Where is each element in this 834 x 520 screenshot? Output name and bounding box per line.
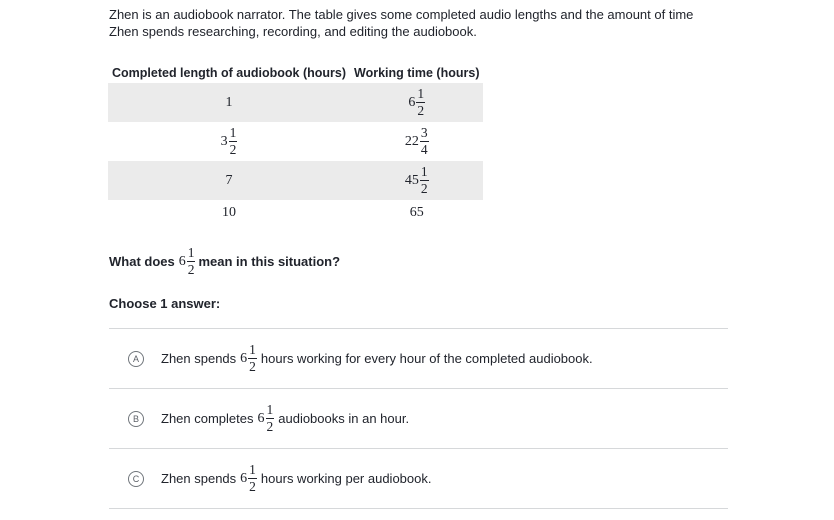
mixed-number xyxy=(221,126,238,157)
choice-letter-badge[interactable]: C xyxy=(128,471,144,487)
time-cell xyxy=(350,161,483,200)
fraction xyxy=(266,403,275,434)
choice-text xyxy=(161,403,409,434)
choice-text xyxy=(161,463,431,494)
numerator: 1 xyxy=(187,245,195,260)
numerator: 1 xyxy=(249,342,256,357)
fraction xyxy=(248,463,257,494)
choice-letter-badge[interactable]: A xyxy=(128,351,144,367)
denominator: 2 xyxy=(420,181,428,196)
mixed-number xyxy=(179,246,196,277)
whole-part: 6 xyxy=(178,253,186,269)
denominator: 2 xyxy=(187,262,195,277)
mixed-number xyxy=(258,403,275,434)
mixed-number xyxy=(222,205,236,221)
whole-part: 10 xyxy=(222,205,236,220)
whole-part: 65 xyxy=(409,205,424,220)
time-cell xyxy=(350,83,483,122)
choice-text xyxy=(161,343,593,374)
numerator: 3 xyxy=(420,125,428,140)
length-cell xyxy=(108,122,350,161)
fraction xyxy=(420,126,429,157)
mixed-number xyxy=(408,87,425,118)
fraction xyxy=(187,246,196,277)
choice-text-before: Zhen completes xyxy=(161,411,254,426)
whole-part: 6 xyxy=(240,470,248,486)
header-working-time: Working time (hours) xyxy=(354,65,480,80)
mixed-number xyxy=(226,173,233,189)
choice-text-before: Zhen spends xyxy=(161,471,237,486)
numerator: 1 xyxy=(249,462,256,477)
whole-part: 6 xyxy=(240,350,248,366)
denominator: 4 xyxy=(420,142,428,157)
mixed-number xyxy=(226,95,233,111)
choice-text-before: Zhen spends xyxy=(161,351,237,366)
mixed-number xyxy=(410,205,424,221)
fraction xyxy=(248,343,257,374)
denominator: 2 xyxy=(266,419,274,434)
choice-a[interactable] xyxy=(109,328,728,388)
length-cell xyxy=(108,161,350,200)
header-completed-length: Completed length of audiobook (hours) xyxy=(112,65,347,80)
numerator: 1 xyxy=(229,125,237,140)
table-row xyxy=(108,122,483,161)
question-text xyxy=(109,246,340,277)
mixed-number xyxy=(405,165,429,196)
denominator: 2 xyxy=(229,142,237,157)
numerator: 1 xyxy=(417,86,425,101)
fraction xyxy=(416,87,425,118)
whole-part: 1 xyxy=(225,94,233,110)
table-row xyxy=(108,83,483,122)
question-suffix: mean in this situation? xyxy=(198,254,341,269)
length-cell xyxy=(108,200,350,226)
table-row xyxy=(108,161,483,200)
denominator: 2 xyxy=(249,359,256,374)
choice-text-after: hours working for every hour of the completed audiobook. xyxy=(260,351,593,366)
choice-b[interactable] xyxy=(109,388,728,448)
whole-part: 6 xyxy=(257,410,265,426)
mixed-number xyxy=(405,126,429,157)
choice-text-after: hours working per audiobook. xyxy=(260,471,432,486)
numerator: 1 xyxy=(420,164,428,179)
whole-part: 3 xyxy=(220,133,228,149)
choice-text-after: audiobooks in an hour. xyxy=(278,411,410,426)
table-header-row xyxy=(108,62,483,83)
fraction xyxy=(420,165,429,196)
intro-text: Zhen is an audiobook narrator. The table gives some completed audio lengths and the amount of time Zhen spends researching, recording, and editing the audiobook. xyxy=(109,7,694,39)
whole-part: 6 xyxy=(408,94,416,110)
denominator: 2 xyxy=(417,103,425,118)
choice-letter-badge[interactable]: B xyxy=(128,411,144,427)
data-table xyxy=(108,62,483,226)
choose-label: Choose 1 answer: xyxy=(109,296,221,311)
mixed-number xyxy=(240,343,257,374)
question-prefix: What does xyxy=(109,254,175,269)
whole-part: 22 xyxy=(404,133,419,149)
length-cell xyxy=(108,83,350,122)
table-row xyxy=(108,200,483,226)
time-cell xyxy=(350,122,483,161)
numerator: 1 xyxy=(266,402,274,417)
denominator: 2 xyxy=(249,479,256,494)
time-cell xyxy=(350,200,483,226)
whole-part: 45 xyxy=(404,172,419,188)
fraction xyxy=(229,126,238,157)
mixed-number xyxy=(240,463,257,494)
whole-part: 7 xyxy=(225,172,233,188)
choice-c[interactable] xyxy=(109,448,728,509)
answer-choices xyxy=(109,328,728,509)
